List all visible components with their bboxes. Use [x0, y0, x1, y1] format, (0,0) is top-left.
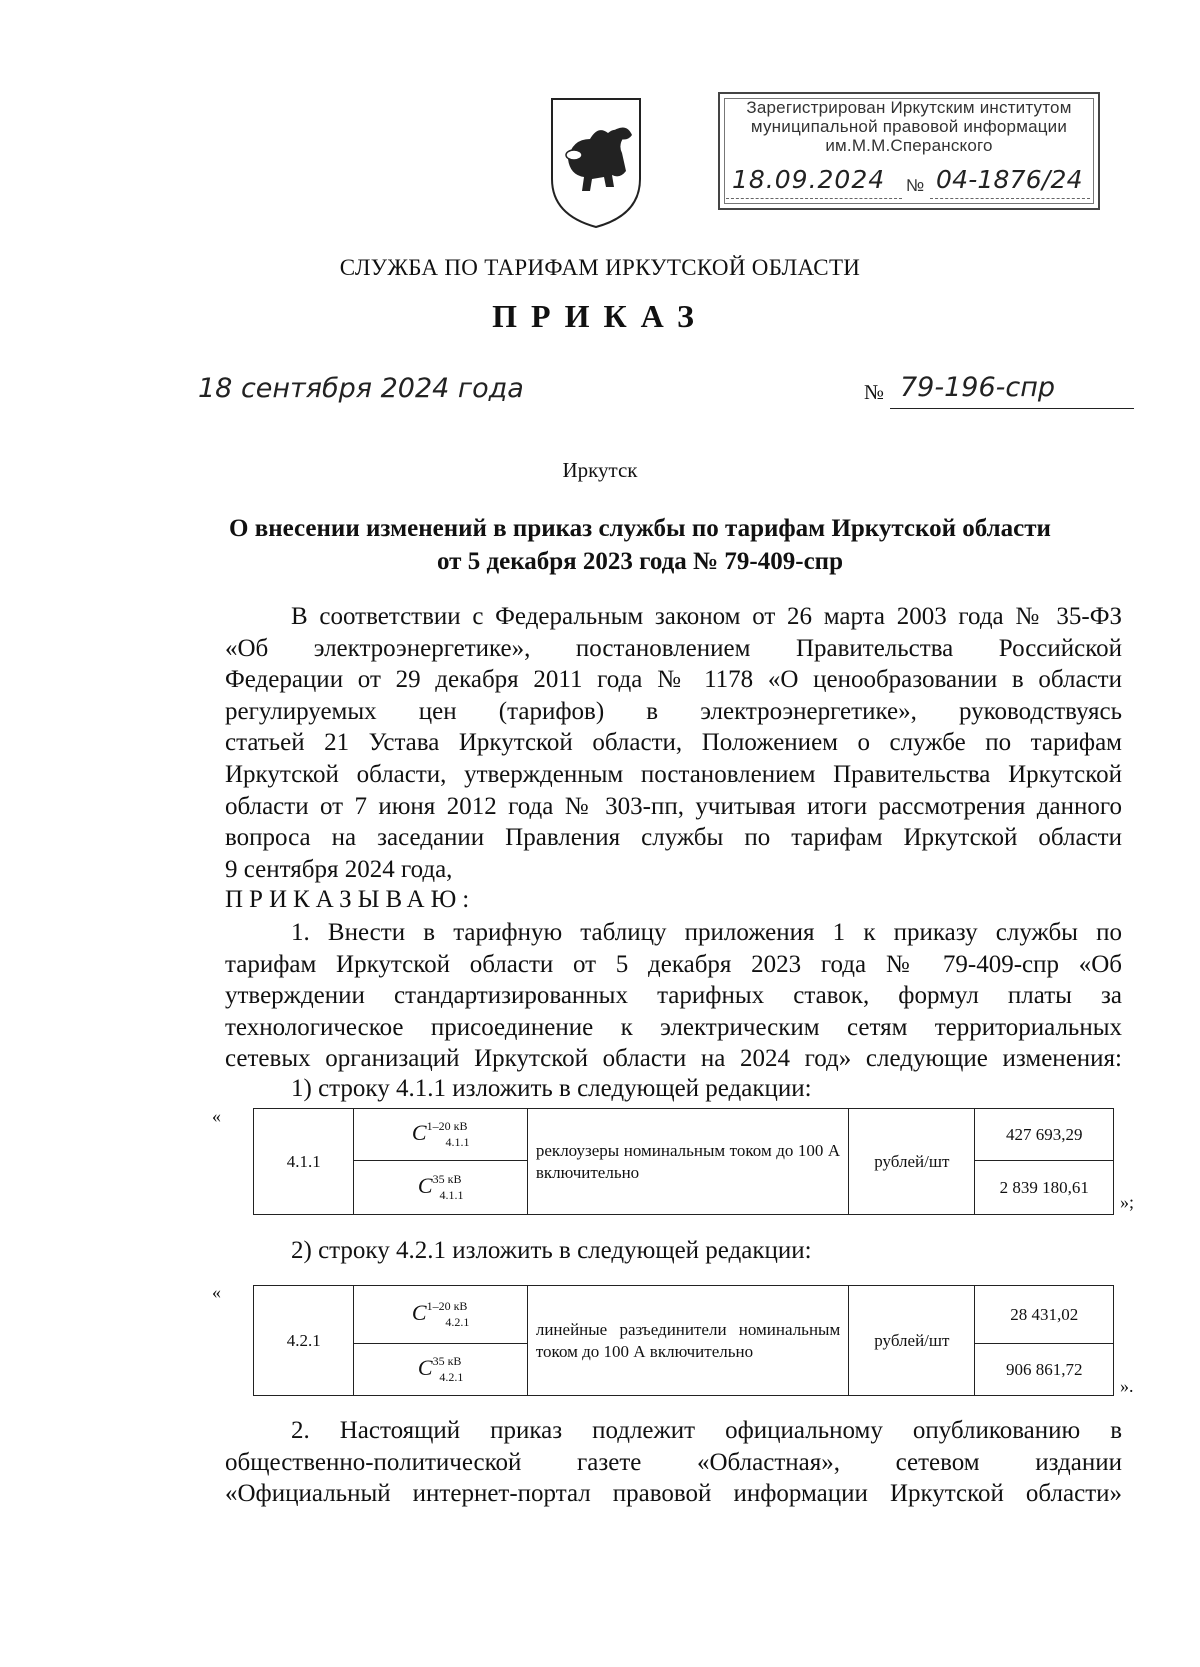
stamp-line-3: им.М.М.Сперанского: [825, 136, 993, 155]
document-heading: [150, 512, 1130, 578]
row-code: 4.1.1: [254, 1109, 354, 1215]
directive-word: ПРИКАЗЫВАЮ:: [225, 886, 476, 913]
text-line: Федерации от 29 декабря 2011 года № 1178 «О ценообразовании в области: [225, 666, 1122, 694]
row-unit: рублей/шт: [849, 1286, 975, 1396]
registration-stamp: [718, 92, 1100, 210]
row-code: 4.2.1: [254, 1286, 354, 1396]
text-line: общественно-политической газете «Областная», сетевом издании: [225, 1448, 1122, 1476]
order-title: ПРИКАЗ: [492, 298, 708, 334]
coat-of-arms-emblem: [548, 95, 644, 231]
value-35kv: 906 861,72: [975, 1344, 1114, 1396]
table-2-close-quote: ».: [1120, 1376, 1134, 1396]
row-4-1-1-instruction: 1) строку 4.1.1 изложить в следующей редакции:: [291, 1075, 812, 1102]
value-1-20kv: 28 431,02: [975, 1286, 1114, 1344]
text-line: В соответствии с Федеральным законом от 26 марта 2003 года № 35-ФЗ: [291, 603, 1122, 630]
text-line: Иркутской области, утвержденным постановлением Правительства Иркутской: [225, 760, 1122, 788]
formula-symbol-1-20kv: $C^{1-20 кВ}_{4.1.1}$: [354, 1109, 527, 1161]
service-name: СЛУЖБА ПО ТАРИФАМ ИРКУТСКОЙ ОБЛАСТИ: [339, 255, 861, 280]
text-line: 2. Настоящий приказ подлежит официальному опубликованию в: [291, 1417, 1122, 1444]
order-number-row: [864, 372, 1134, 408]
order-number-handwritten: 79-196-спр: [900, 372, 1056, 403]
table-1-open-quote: «: [212, 1106, 221, 1126]
value-1-20kv: 427 693,29: [975, 1109, 1114, 1161]
text-line: «Официальный интернет-портал правовой информации Иркутской области»: [225, 1480, 1122, 1508]
city: Иркутск: [562, 458, 638, 482]
text-line: тарифам Иркутской области от 5 декабря 2023 года № 79-409-спр «Об: [225, 950, 1122, 978]
table-2-open-quote: «: [212, 1282, 221, 1302]
formula-symbol-35kv: $C^{35 кВ}_{4.1.1}$: [354, 1161, 527, 1215]
stamp-line-1: Зарегистрирован Иркутским институтом: [746, 98, 1072, 117]
stamp-line-2: муниципальной правовой информации: [750, 117, 1068, 136]
tariff-table-4-2-1: [253, 1285, 1114, 1396]
text-line: 9 сентября 2024 года,: [225, 855, 453, 883]
text-line: статьей 21 Устава Иркутской области, Положением о службе по тарифам: [225, 729, 1122, 757]
text-line: технологическое присоединение к электрическим сетям территориальных: [225, 1013, 1122, 1041]
stamp-registration-row: [726, 165, 1092, 200]
text-line: вопроса на заседании Правления службы по тарифам Иркутской области: [225, 824, 1122, 852]
row-unit: рублей/шт: [849, 1109, 975, 1215]
stamp-registration-number: 04-1876/24: [936, 165, 1083, 194]
order-number-label: №: [864, 380, 885, 404]
text-line: регулируемых цен (тарифов) в электроэнергетике», руководствуясь: [225, 697, 1122, 725]
row-4-2-1-instruction: 2) строку 4.2.1 изложить в следующей редакции:: [291, 1237, 812, 1264]
row-description: линейные разъединители номинальным током до 100 А включительно: [527, 1286, 848, 1396]
row-description: реклоузеры номинальным током до 100 А включительно: [527, 1109, 848, 1215]
order-date-handwritten: 18 сентября 2024 года: [198, 373, 524, 404]
item-1-paragraph: [225, 917, 1122, 1075]
item-2-paragraph: [225, 1415, 1122, 1510]
heading-line-2: от 5 декабря 2023 года № 79-409-спр: [437, 548, 843, 575]
formula-symbol-35kv: $C^{35 кВ}_{4.2.1}$: [354, 1344, 527, 1396]
text-line: области от 7 июня 2012 года № 303-пп, учитывая итоги рассмотрения данного: [225, 792, 1122, 820]
preamble-paragraph: [225, 601, 1122, 885]
value-35kv: 2 839 180,61: [975, 1161, 1114, 1215]
text-line: 1. Внести в тарифную таблицу приложения 1 к приказу службы по: [291, 919, 1122, 946]
stamp-registration-date: 18.09.2024: [732, 165, 886, 194]
text-line: сетевых организаций Иркутской области на 2024 год» следующие изменения:: [225, 1045, 1122, 1073]
heading-line-1: О внесении изменений в приказ службы по тарифам Иркутской области: [229, 515, 1051, 542]
table-1-close-quote: »;: [1120, 1192, 1135, 1212]
stamp-number-label: №: [906, 176, 925, 195]
tariff-table-4-1-1: [253, 1108, 1114, 1215]
text-line: утверждении стандартизированных тарифных ставок, формул платы за: [225, 982, 1122, 1010]
text-line: «Об электроэнергетике», постановлением Правительства Российской: [225, 634, 1122, 662]
formula-symbol-1-20kv: $C^{1-20 кВ}_{4.2.1}$: [354, 1286, 527, 1344]
